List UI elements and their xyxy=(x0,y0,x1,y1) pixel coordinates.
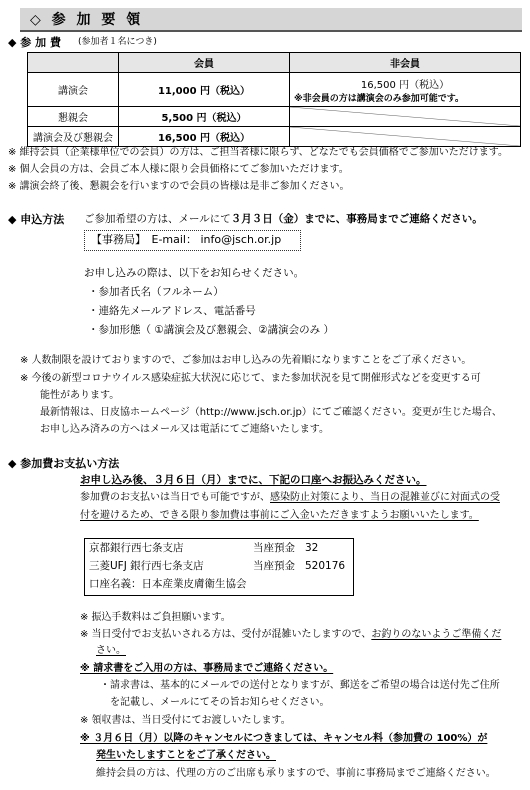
fee-note: (参加者１名につき) xyxy=(78,37,157,47)
nonmember-note: ※非会員の方は講演会のみ参加可能です。 xyxy=(294,93,465,104)
account-number: 520176 xyxy=(305,560,346,572)
apply-note: 最新情報は、日皮協ホームページ（http://www.jsch.or.jp）にてご確認ください。変更が生じた場合、 xyxy=(40,407,502,418)
payment-note xyxy=(80,629,501,642)
apply-ask: お申し込みの際は、以下をお知らせください。 xyxy=(84,267,305,279)
proxy-note: 維持会員の方は、代理の方のご出席も承りますので、事前に事務局までご連絡ください。 xyxy=(96,768,496,779)
account-holder: 口座名義：日本産業皮膚衛生協会 xyxy=(89,578,247,590)
nonmember-cell xyxy=(290,73,521,107)
apply-note: ※ 人数制限を設けておりますので、ご参加はお申し込みの先着順になりますことをご了承ください。 xyxy=(20,355,472,366)
fee-note-line: ※ 個人会員の方は、会員ご本人様に限り会員価格にてご参加いただけます。 xyxy=(8,164,349,175)
row-label: 講演会 xyxy=(28,73,119,107)
invoice-detail: ・請求書は、基本的にメールでの送付となりますが、郵送をご希望の場合は送付先ご住所 xyxy=(100,680,500,691)
apply-item: ・参加者氏名（フルネーム） xyxy=(88,286,224,298)
invoice-note: ※ 請求書をご入用の方は、事務局までご連絡ください。 xyxy=(80,663,334,674)
member-price: 5,500 円（税込） xyxy=(119,107,290,127)
col-member: 会員 xyxy=(119,53,290,73)
payment-note-b: お釣りのないようご準備くだ xyxy=(371,629,502,640)
account-bank: 三菱UFJ 銀行西七条支店 xyxy=(89,560,204,572)
payment-note-a: ※ 当日受付でお支払いされる方は、受付が混雑いたしますので、 xyxy=(80,629,372,640)
row-label: 懇親会 xyxy=(28,107,119,127)
strike-line xyxy=(290,107,520,126)
nonmember-price: 16,500 円（税込） xyxy=(360,79,450,91)
apply-lead-prefix: ご参加希望の方は、メールにて xyxy=(84,213,231,225)
payment-note: さい。 xyxy=(96,645,126,656)
member-price: 16,500 円（税込） xyxy=(119,127,290,147)
account-number: 32 xyxy=(305,542,319,554)
receipt-note: ※ 領収書は、当日受付にてお渡しいたします。 xyxy=(80,715,291,726)
payment-line-b: 感染防止対策により、当日の混雑並びに対面式の受 xyxy=(270,492,500,503)
apply-note: 能性があります。 xyxy=(40,390,120,401)
payment-note: ※ 振込手数料はご負担願います。 xyxy=(80,612,231,623)
apply-note: お申し込み済みの方へはメール又は電話にてご連絡いたします。 xyxy=(40,424,329,435)
account-bank: 京都銀行西七条支店 xyxy=(89,542,184,554)
account-type: 当座預金 xyxy=(253,560,295,572)
fee-table xyxy=(27,52,521,147)
invoice-detail: を記載し、メールにてその旨お知らせください。 xyxy=(110,697,330,708)
page-title: ◇ 参 加 要 領 xyxy=(30,12,144,28)
payment-deadline: お申し込み後、３月６日（月）までに、下記の口座へお振込みください。 xyxy=(80,474,427,486)
apply-heading: ◆ 申込方法 xyxy=(8,213,65,226)
member-price: 11,000 円（税込） xyxy=(119,73,290,107)
fee-note-line: ※ 維持会員（企業様単位での会員）の方は、ご担当者様に限らず、どなたでも会員価格でご参加いただけます。 xyxy=(8,147,508,158)
fee-note-line: ※ 講演会終了後、懇親会を行いますので会員の皆様は是非ご参加ください。 xyxy=(8,181,350,192)
cancel-note: 発生いたしますことをご了承ください。 xyxy=(96,750,276,761)
nonmember-empty xyxy=(290,107,521,127)
apply-item: ・参加形態（ ①講演会及び懇親会、②講演会のみ ） xyxy=(88,324,335,336)
row-label: 講演会及び懇親会 xyxy=(28,127,119,147)
nonmember-empty xyxy=(290,127,521,147)
payment-line: 付を避けるため、できる限り参加費は事前にご入金いただきますようお願いいたします。 xyxy=(80,510,479,521)
fee-heading: ◆ 参 加 費 xyxy=(8,36,61,49)
apply-lead xyxy=(84,213,483,226)
account-box xyxy=(84,538,354,596)
strike-line xyxy=(290,127,520,146)
cancel-note: ※ ３月６日（月）以降のキャンセルにつきましては、キャンセル料（参加費の 100%）が xyxy=(80,733,488,744)
contact-email[interactable]: 【事務局】 E-mail： info@jsch.or.jp xyxy=(91,233,282,246)
apply-item: ・連絡先メールアドレス、電話番号 xyxy=(88,305,256,317)
apply-deadline: ３月３日（金）までに、事務局までご連絡ください。 xyxy=(230,213,483,225)
account-type: 当座預金 xyxy=(253,542,295,554)
contact-box xyxy=(84,230,301,251)
payment-line xyxy=(80,492,500,505)
col-nonmember: 非会員 xyxy=(290,53,521,73)
payment-heading: ◆ 参加費お支払い方法 xyxy=(8,457,120,470)
table-corner xyxy=(28,53,119,73)
payment-line-a: 参加費のお支払いは当日でも可能ですが、 xyxy=(80,492,270,503)
apply-note: ※ 今後の新型コロナウイルス感染症拡大状況に応じて、また参加状況を見て開催形式などを変更する可 xyxy=(20,373,481,384)
section-banner xyxy=(20,8,522,32)
